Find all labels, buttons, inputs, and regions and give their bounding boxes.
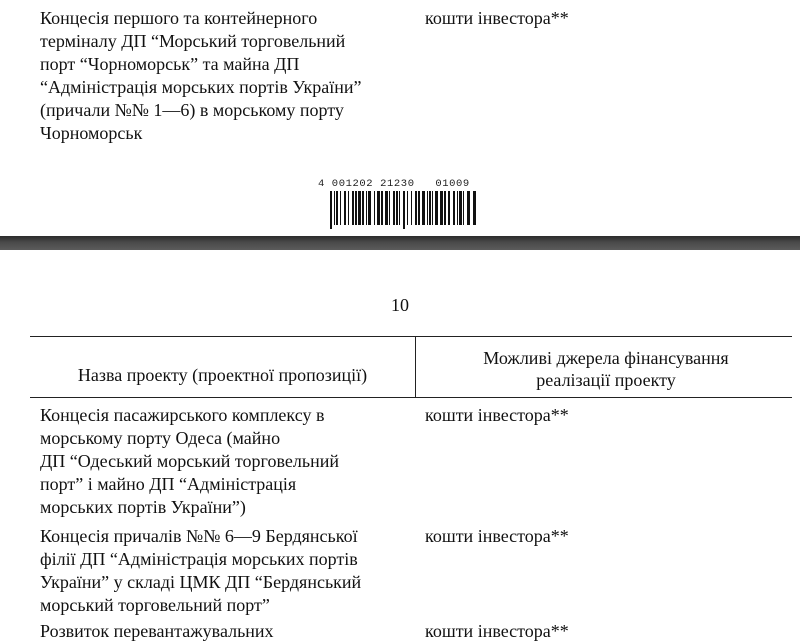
barcode-bar xyxy=(453,191,455,225)
barcode-bar xyxy=(366,191,367,225)
barcode-bar xyxy=(352,191,354,225)
barcode-bar xyxy=(432,191,433,225)
text-line: Розвиток перевантажувальних xyxy=(40,621,274,641)
header-funding-sources xyxy=(420,347,792,391)
barcode xyxy=(318,178,488,230)
barcode-bar xyxy=(422,191,425,225)
page-divider xyxy=(0,236,800,250)
barcode-bar xyxy=(368,191,371,225)
text-line: морських портів України”) xyxy=(40,497,246,517)
funding-source: кошти інвестора** xyxy=(425,621,569,641)
barcode-bar xyxy=(429,191,431,225)
text-line: (причали №№ 1—6) в морському порту xyxy=(40,100,344,120)
text-line: Концесія причалів №№ 6—9 Бердянської xyxy=(40,526,358,546)
barcode-bar xyxy=(403,191,405,229)
project-name-berdiansk xyxy=(40,525,410,617)
barcode-bar xyxy=(415,191,417,225)
barcode-bar xyxy=(444,191,446,225)
text-line: Концесія першого та контейнерного xyxy=(40,8,318,28)
barcode-bar xyxy=(457,191,458,225)
text-line: Можливі джерела фінансування xyxy=(483,348,729,368)
barcode-bar xyxy=(385,191,388,225)
text-line: морському порту Одеса (майно xyxy=(40,428,281,448)
barcode-bar xyxy=(459,191,462,225)
barcode-bar xyxy=(362,191,364,225)
project-name-odesa xyxy=(40,404,410,519)
barcode-bar xyxy=(463,191,464,225)
barcode-bar xyxy=(374,191,375,225)
barcode-bar xyxy=(396,191,398,225)
barcode-bar xyxy=(418,191,420,225)
page-number: 10 xyxy=(391,295,409,315)
barcode-bar xyxy=(448,191,450,225)
header-project-name: Назва проекту (проектної пропозиції) xyxy=(77,365,368,385)
barcode-bar xyxy=(473,191,476,225)
barcode-digits: 4 001202 21230 01009 xyxy=(318,178,470,190)
project-name-partial xyxy=(40,620,410,643)
text-line: порт” і майно ДП “Адміністрація xyxy=(40,474,297,494)
barcode-bar xyxy=(467,191,470,225)
text-line: реалізації проекту xyxy=(536,370,676,390)
table-header xyxy=(30,336,792,398)
text-line: порт “Чорноморськ” та майна ДП xyxy=(40,54,300,74)
barcode-bar xyxy=(393,191,395,225)
barcode-bar xyxy=(427,191,428,225)
barcode-bar xyxy=(358,191,361,225)
text-line: Концесія пасажирського комплексу в xyxy=(40,405,325,425)
funding-source: кошти інвестора** xyxy=(425,526,569,546)
barcode-bar xyxy=(330,191,332,229)
column-divider xyxy=(415,337,416,397)
project-name-chornomorsk xyxy=(40,7,410,145)
text-line: ДП “Одеський морський торговельний xyxy=(40,451,339,471)
funding-source: кошти інвестора** xyxy=(425,8,569,28)
text-line: “Адміністрація морських портів України” xyxy=(40,77,362,97)
text-line: філії ДП “Адміністрація морських портів xyxy=(40,549,358,569)
barcode-bar xyxy=(435,191,438,225)
funding-source: кошти інвестора** xyxy=(425,405,569,425)
barcode-bar xyxy=(334,191,335,225)
text-line: терміналу ДП “Морський торговельний xyxy=(40,31,346,51)
text-line: Чорноморськ xyxy=(40,123,143,143)
barcode-bar xyxy=(440,191,443,225)
text-line: України” у складі ЦМК ДП “Бердянський xyxy=(40,572,362,592)
barcode-bar xyxy=(340,191,341,225)
barcode-bar xyxy=(399,191,400,225)
upper-page xyxy=(0,0,800,236)
barcode-bar xyxy=(348,191,349,225)
barcode-bar xyxy=(344,191,346,225)
barcode-bars-icon xyxy=(330,191,480,229)
barcode-bar xyxy=(407,191,408,225)
barcode-bar xyxy=(355,191,357,225)
barcode-bar xyxy=(336,191,338,225)
text-line: морський торговельний порт” xyxy=(40,595,270,615)
barcode-bar xyxy=(411,191,412,225)
barcode-bar xyxy=(389,191,390,225)
barcode-bar xyxy=(381,191,383,225)
barcode-bar xyxy=(377,191,380,225)
